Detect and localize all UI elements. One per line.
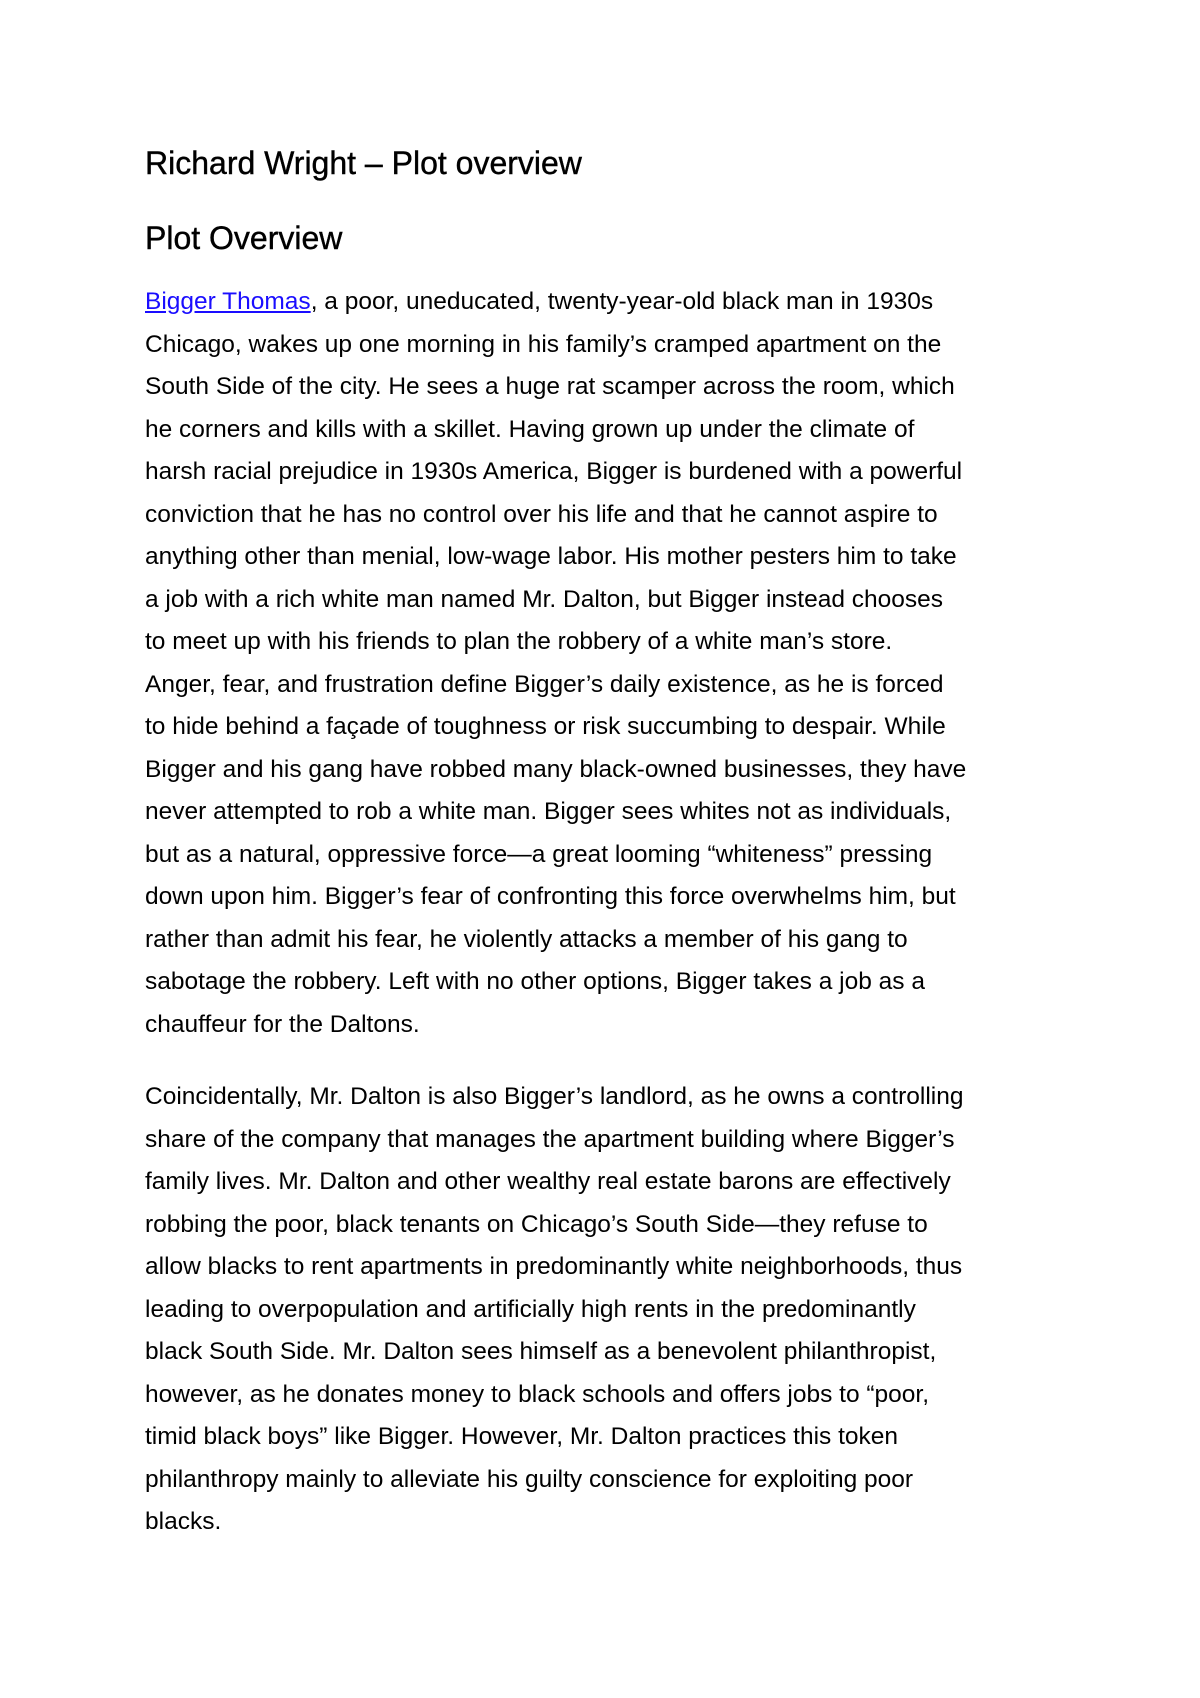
paragraph-line: robbing the poor, black tenants on Chicago’s South Side—they refuse to <box>145 1210 928 1238</box>
paragraph-1 <box>145 281 1085 1046</box>
paragraph-line: a job with a rich white man named Mr. Dalton, but Bigger instead chooses <box>145 585 944 613</box>
paragraph-line: Coincidentally, Mr. Dalton is also Bigger’s landlord, as he owns a controlling <box>145 1083 964 1110</box>
paragraph-line: Chicago, wakes up one morning in his family’s cramped apartment on the <box>145 330 942 358</box>
paragraph-line: share of the company that manages the apartment building where Bigger’s <box>145 1125 955 1153</box>
paragraph-line: Bigger and his gang have robbed many black-owned businesses, they have <box>145 755 967 783</box>
paragraph-line: conviction that he has no control over his life and that he cannot aspire to <box>145 500 938 528</box>
section-heading: Plot Overview <box>145 220 343 256</box>
bigger-thomas-link[interactable]: Bigger Thomas <box>145 288 311 315</box>
paragraph-line: South Side of the city. He sees a huge rat scamper across the room, which <box>145 373 955 400</box>
document-page <box>145 138 1085 1574</box>
paragraph-line: to hide behind a façade of toughness or risk succumbing to despair. While <box>145 713 946 740</box>
paragraph-1-first-line-text: , a poor, uneducated, twenty-year-old black man in 1930s <box>310 288 934 315</box>
paragraph-line: harsh racial prejudice in 1930s America, Bigger is burdened with a powerful <box>145 458 963 485</box>
paragraph-line: sabotage the robbery. Left with no other options, Bigger takes a job as a <box>145 968 925 995</box>
paragraph-1-line-1 <box>145 281 1085 324</box>
paragraph-line: never attempted to rob a white man. Bigger sees whites not as individuals, <box>145 798 952 825</box>
paragraph-line: timid black boys” like Bigger. However, Mr. Dalton practices this token <box>145 1423 899 1450</box>
paragraph-2 <box>145 1076 1085 1544</box>
paragraph-line: black South Side. Mr. Dalton sees himself as a benevolent philanthropist, <box>145 1338 937 1365</box>
paragraph-line: anything other than menial, low-wage labor. His mother pesters him to take <box>145 543 957 570</box>
paragraph-line: philanthropy mainly to alleviate his guilty conscience for exploiting poor <box>145 1465 914 1493</box>
document-title: Richard Wright – Plot overview <box>145 145 582 181</box>
paragraph-line: allow blacks to rent apartments in predominantly white neighborhoods, thus <box>145 1253 963 1280</box>
paragraph-line: rather than admit his fear, he violently attacks a member of his gang to <box>145 925 908 953</box>
paragraph-line: family lives. Mr. Dalton and other wealthy real estate barons are effectively <box>145 1168 951 1195</box>
paragraph-line: however, as he donates money to black schools and offers jobs to “poor, <box>145 1380 930 1408</box>
paragraph-line: but as a natural, oppressive force—a great looming “whiteness” pressing <box>145 840 933 868</box>
paragraph-line: he corners and kills with a skillet. Having grown up under the climate of <box>145 415 915 443</box>
paragraph-line: chauffeur for the Daltons. <box>145 1010 420 1038</box>
paragraph-line: to meet up with his friends to plan the robbery of a white man’s store. <box>145 628 893 655</box>
paragraph-line: Anger, fear, and frustration define Bigger’s daily existence, as he is forced <box>145 670 944 698</box>
paragraph-line: blacks. <box>145 1508 222 1535</box>
paragraph-line: down upon him. Bigger’s fear of confronting this force overwhelms him, but <box>145 883 956 910</box>
paragraph-line: leading to overpopulation and artificially high rents in the predominantly <box>145 1295 916 1323</box>
